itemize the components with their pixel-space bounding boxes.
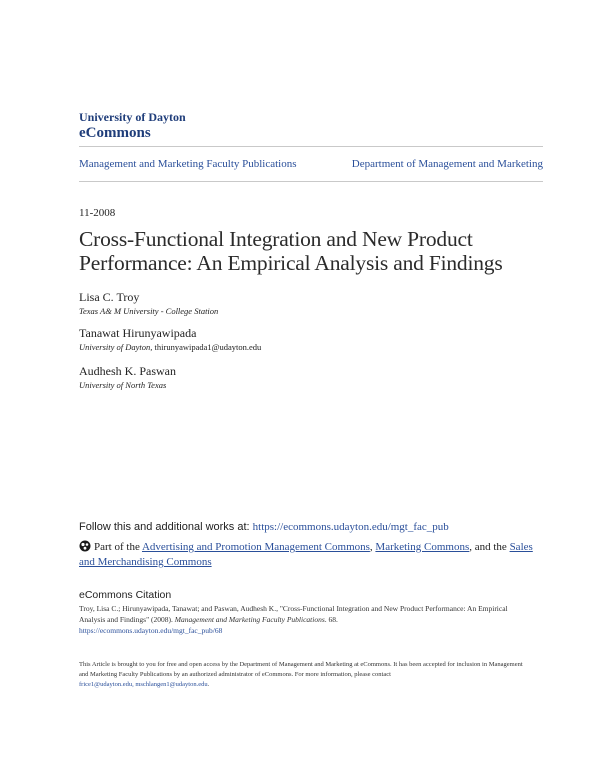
collection-navbar [79, 146, 543, 182]
follow-line [79, 521, 449, 533]
access-notice: This Article is brought to you for free and open access by the Department of Management and Marketing at eCommons. It has been accepted for inclusion in Management and Marketing Faculty Publications by an authorized administrator of eCommons. For more information, please contact frice1@udayton.edu, mschlangen1@udayton.edu. [79, 661, 523, 688]
citation-url-link[interactable]: https://ecommons.udayton.edu/mgt_fac_pub/68 [79, 626, 223, 635]
marketing-commons-link[interactable]: Marketing Commons [375, 541, 470, 553]
collection-url-link[interactable]: https://ecommons.udayton.edu/mgt_fac_pub [252, 521, 449, 533]
author-name: Audhesh K. Paswan [79, 364, 176, 378]
author-block [79, 290, 218, 317]
citation-block: Troy, Lisa C.; Hirunyawipada, Tanawat; and Paswan, Audhesh K., "Cross-Functional Integration and New Product Performance: An Empirical Analysis and Findings" (2008). Management and Marketing Faculty Publications. 68. https://ecommons.udayton.edu/mgt_fac_pub/68 [79, 604, 508, 635]
citation-text: Troy, Lisa C.; Hirunyawipada, Tanawat; and Paswan, Audhesh K., "Cross-Functional Integration and New Product Performance: An Empirical Analysis and Findings" (2008). [79, 604, 508, 624]
university-name[interactable]: University of Dayton [79, 110, 186, 124]
publication-date: 11-2008 [79, 207, 116, 219]
repository-header [79, 110, 186, 142]
access-notice-text: This Article is brought to you for free and open access by the Department of Management and Marketing at eCommons. It has been accepted for inclusion in Management and Marketing Faculty Publications by an authorized administrator of eCommons. For more information, please contact [79, 661, 523, 678]
department-link[interactable]: Department of Management and Marketing [351, 158, 543, 170]
author-affiliation: University of North Texas [79, 380, 167, 390]
citation-heading: eCommons Citation [79, 589, 172, 601]
paper-title: Cross-Functional Integration and New Product Performance: An Empirical Analysis and Findings [79, 227, 503, 275]
author-name: Tanawat Hirunyawipada [79, 326, 197, 340]
commons-network-icon [79, 540, 91, 552]
author-affiliation: Texas A& M University - College Station [79, 306, 219, 316]
partof-prefix: Part of the [94, 541, 140, 553]
collection-link[interactable]: Management and Marketing Faculty Publications [79, 158, 297, 170]
author-email[interactable]: thirunyawipada1@udayton.edu [154, 342, 262, 352]
author-block [79, 364, 176, 391]
advertising-commons-link[interactable]: Advertising and Promotion Management Commons [141, 541, 370, 553]
author-name: Lisa C. Troy [79, 290, 140, 304]
repository-name[interactable]: eCommons [79, 125, 151, 141]
citation-journal: Management and Marketing Faculty Publications [174, 615, 325, 624]
follow-label: Follow this and additional works at: [79, 521, 250, 533]
partof-line: Part of the Advertising and Promotion Management Commons, Marketing Commons, and the Sales and Merchandising Commons [79, 541, 533, 568]
author-affiliation: University of Dayton, thirunyawipada1@udayton.edu [79, 342, 262, 352]
contact-emails-link[interactable]: frice1@udayton.edu, mschlangen1@udayton.edu [79, 681, 208, 688]
sales-commons-link[interactable]: Sales and Merchandising Commons [79, 541, 533, 568]
author-block [79, 326, 261, 353]
